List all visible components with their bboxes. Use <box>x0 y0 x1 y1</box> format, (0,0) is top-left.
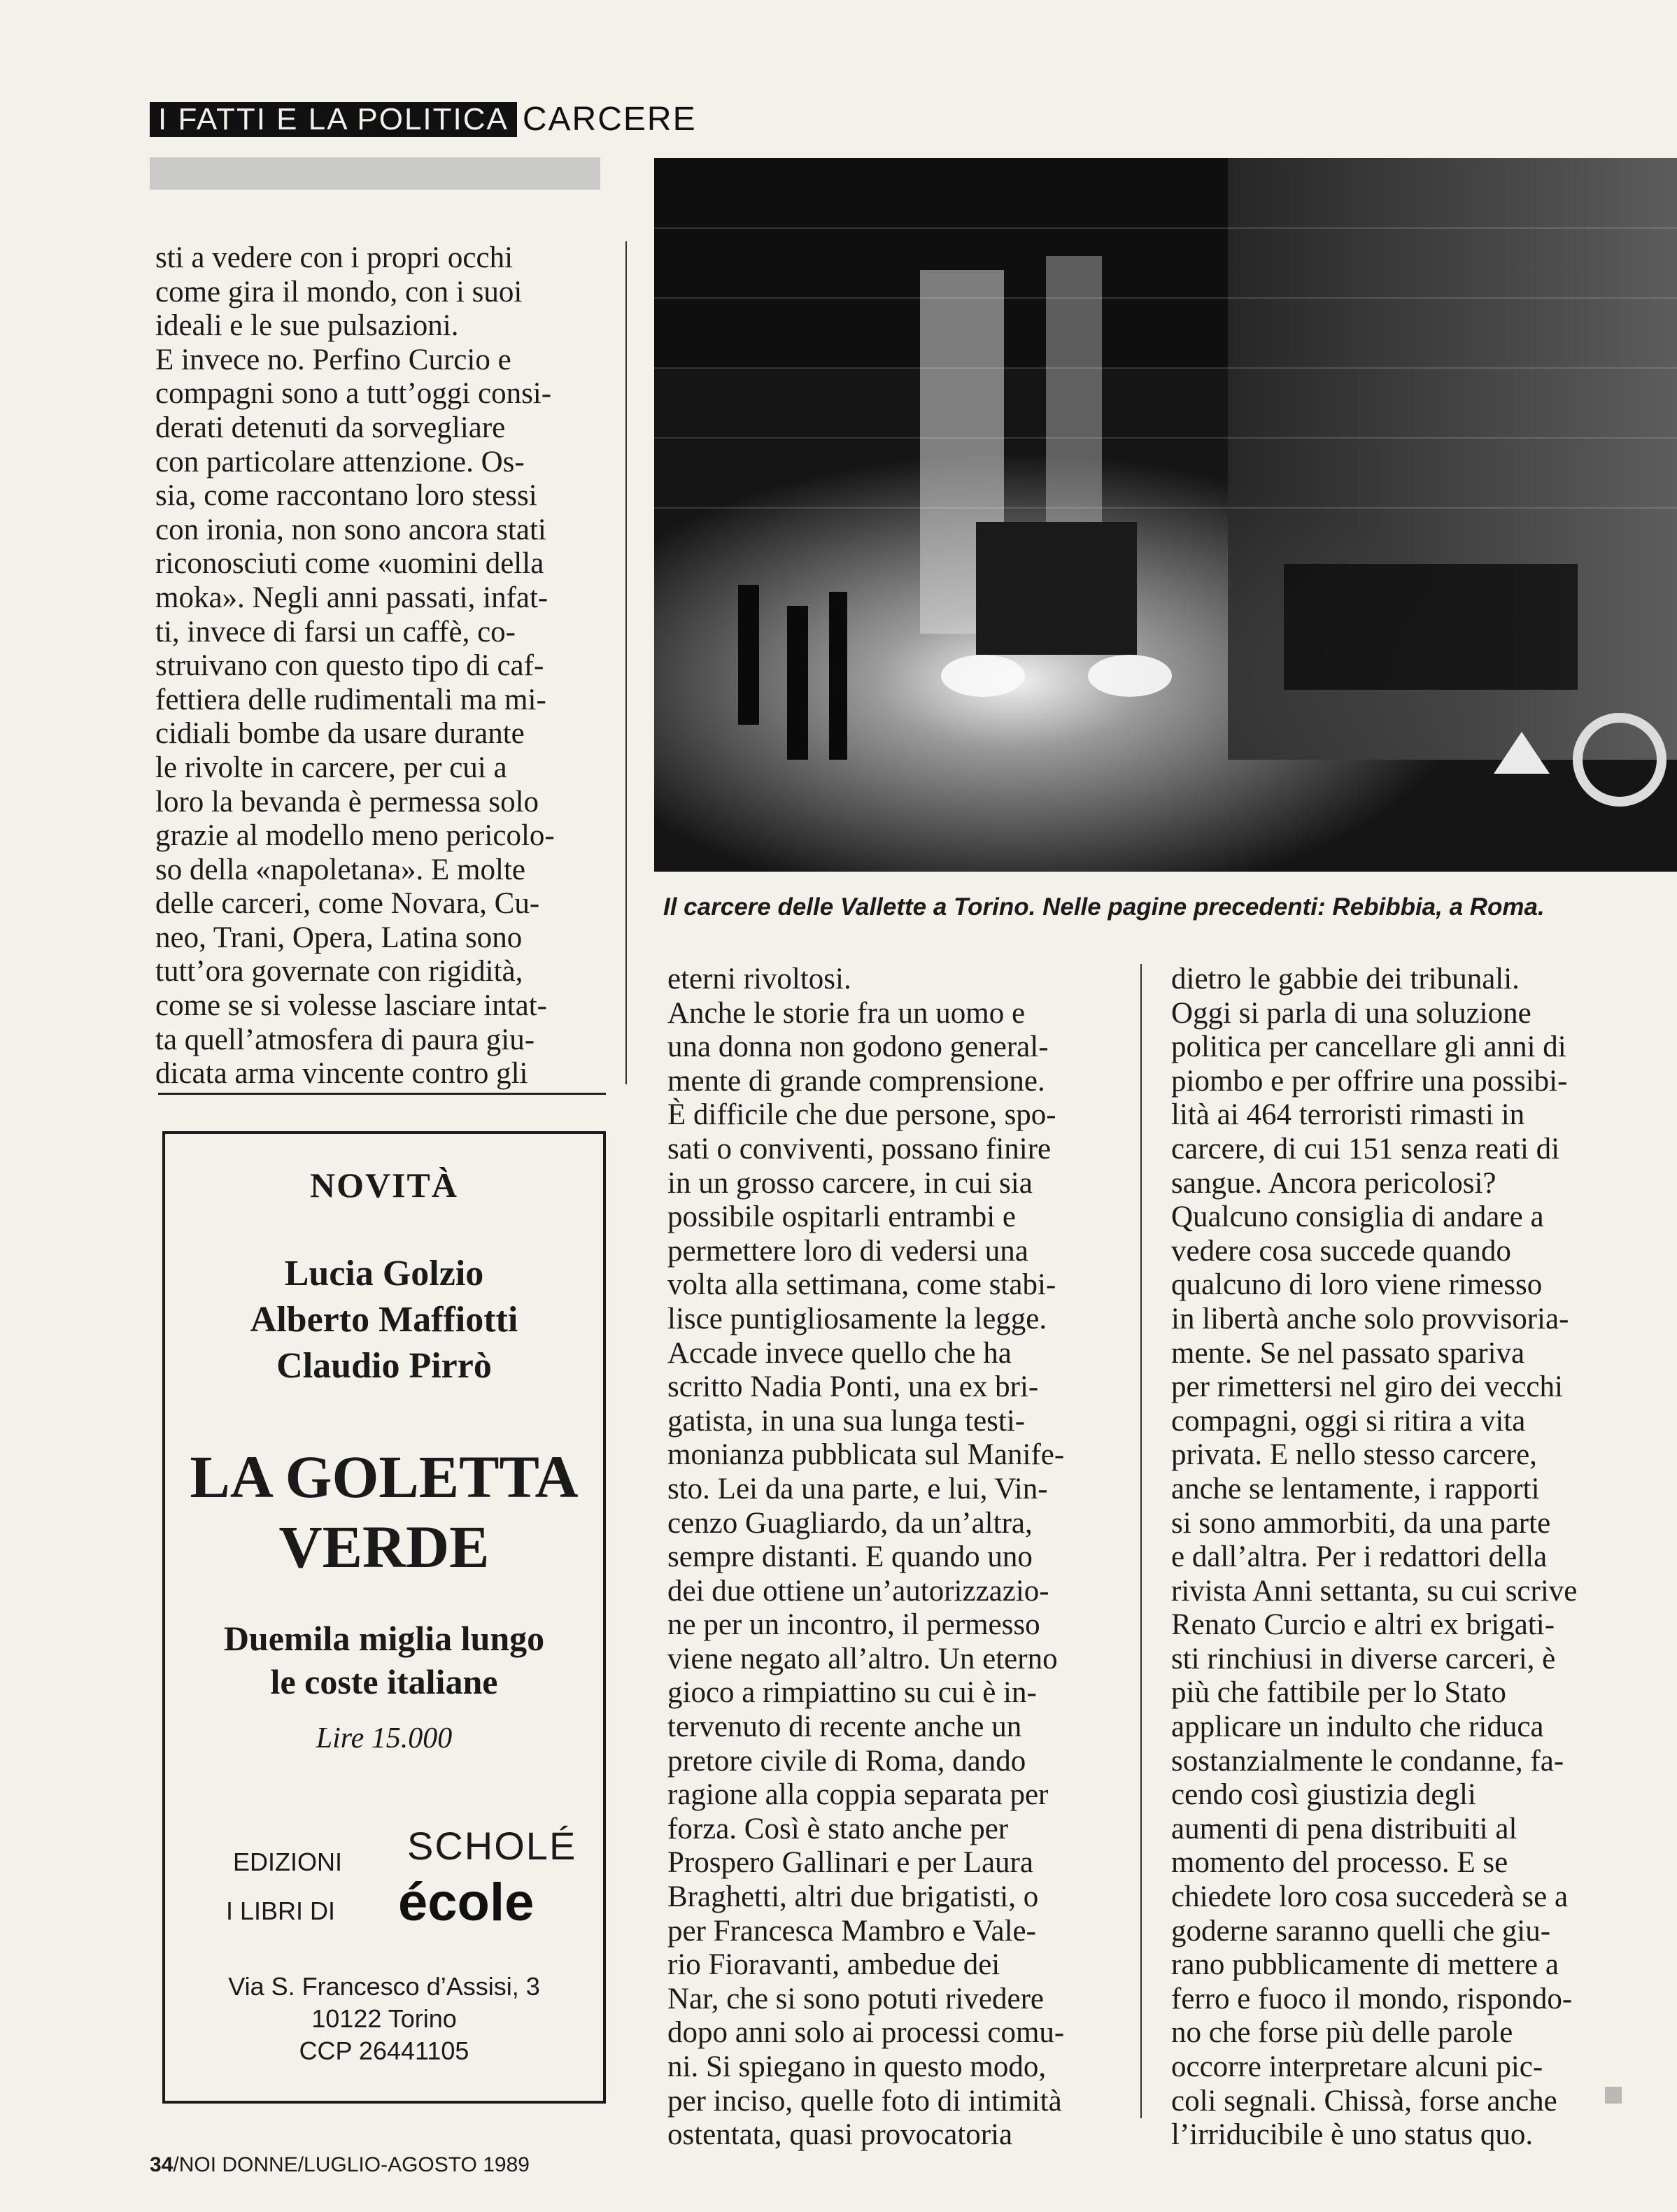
article-line: cenzo Guagliardo, da un’altra, <box>667 1506 1033 1540</box>
article-line: sti rinchiusi in diverse carceri, è <box>1171 1642 1556 1675</box>
ad-book-title-line2: VERDE <box>278 1513 490 1580</box>
article-line: sempre distanti. E quando uno <box>667 1540 1033 1574</box>
article-line: È difficile che due persone, spo- <box>667 1098 1056 1132</box>
article-line: in libertà anche solo provvisoria- <box>1171 1302 1569 1335</box>
article-line: scritto Nadia Ponti, una ex bri- <box>667 1370 1039 1404</box>
article-line: aumenti di pena distribuiti al <box>1171 1812 1517 1845</box>
article-line: moka». Negli anni passati, infat- <box>155 581 549 614</box>
article-line: fettiera delle rudimentali ma mi- <box>155 683 546 716</box>
article-line: ferro e fuoco il mondo, rispondo- <box>1171 1982 1573 2015</box>
article-line: vedere cosa succede quando <box>1171 1234 1511 1268</box>
article-line: con ironia, non sono ancora stati <box>155 513 546 546</box>
article-line: come gira il mondo, con i suoi <box>155 275 523 309</box>
article-line: Nar, che si sono potuti rivedere <box>667 1982 1045 2015</box>
article-line: ostentata, quasi provocatoria <box>667 2118 1013 2152</box>
header-grey-bar <box>150 157 600 190</box>
article-line: cidiali bombe da usare durante <box>155 717 525 751</box>
photo-caption: Il carcere delle Vallette a Torino. Nelle pagine precedenti: Rebibbia, a Roma. <box>663 893 1545 921</box>
article-line: una donna non godono general- <box>667 1030 1049 1064</box>
article-line: cendo così giustizia degli <box>1171 1778 1476 1812</box>
article-line: occorre interpretare alcuni pic- <box>1171 2050 1543 2083</box>
prison-night-photo <box>654 158 1677 872</box>
section-tag: I FATTI E LA POLITICA <box>150 102 517 137</box>
article-line: in un grosso carcere, in cui sia <box>667 1166 1033 1200</box>
article-line: ragione alla coppia separata per <box>667 1778 1049 1812</box>
article-line: privata. E nello stesso carcere, <box>1171 1438 1537 1472</box>
article-line: eterni rivoltosi. <box>667 963 851 995</box>
article-line: Prospero Gallinari e per Laura <box>667 1846 1033 1880</box>
ad-separator-rule <box>158 1093 606 1095</box>
article-line: chiedete loro cosa succederà se a <box>1171 1880 1569 1914</box>
article-line: dietro le gabbie dei tribunali. <box>1171 963 1520 995</box>
article-line: dicata arma vincente contro gli <box>155 1057 528 1091</box>
article-line: politica per cancellare gli anni di <box>1171 1030 1566 1064</box>
book-advertisement <box>162 1131 606 2104</box>
schole-logo: SCHOLÉ <box>407 1824 577 1868</box>
article-line: mente di grande comprensione. <box>667 1064 1045 1098</box>
article-line: compagni, oggi si ritira a vita <box>1171 1404 1526 1438</box>
article-line: Oggi si parla di una soluzione <box>1171 996 1531 1030</box>
page-number: 34 <box>150 2153 174 2176</box>
article-line: momento del processo. E se <box>1171 1846 1508 1880</box>
article-left-column <box>155 241 603 1091</box>
article-line: rio Fioravanti, ambedue dei <box>667 1948 1000 1982</box>
article-line: coli segnali. Chissà, forse anche <box>1171 2084 1557 2118</box>
ad-publisher-label: EDIZIONI <box>232 1848 342 1876</box>
ad-series-label: I LIBRI DI <box>225 1896 336 1925</box>
article-line: pretore civile di Roma, dando <box>667 1744 1026 1778</box>
article-line: dopo anni solo ai processi comu- <box>667 2016 1065 2050</box>
ad-author: Alberto Maffiotti <box>250 1300 518 1340</box>
article-line: e dall’altra. Per i redattori della <box>1171 1540 1548 1574</box>
article-line: mente. Se nel passato spariva <box>1171 1336 1525 1370</box>
article-line: Braghetti, altri due brigatisti, o <box>667 1880 1039 1914</box>
article-line: piombo e per offrire una possibi- <box>1171 1064 1568 1098</box>
article-line: tutt’ora governate con rigidità, <box>155 955 523 988</box>
article-line: Qualcuno consiglia di andare a <box>1171 1200 1544 1234</box>
article-line: applicare un indulto che riduca <box>1171 1710 1544 1744</box>
article-line: loro la bevanda è permessa solo <box>155 785 539 818</box>
article-line: compagni sono a tutt’oggi consi- <box>155 377 552 411</box>
article-line: si sono ammorbiti, da una parte <box>1171 1506 1551 1540</box>
article-line: con particolare attenzione. Os- <box>155 445 525 478</box>
article-line: sati o conviventi, possano finire <box>667 1132 1052 1165</box>
ad-author: Lucia Golzio <box>284 1254 484 1293</box>
article-line: sangue. Ancora pericolosi? <box>1171 1166 1496 1200</box>
article-line: carcere, di cui 151 senza reati di <box>1171 1132 1560 1165</box>
article-line: tervenuto di recente anche un <box>667 1710 1022 1744</box>
article-line: ti, invece di farsi un caffè, co- <box>155 615 516 648</box>
article-line: ta quell’atmosfera di paura giu- <box>155 1023 535 1056</box>
article-line: dei due ottiene un’autorizzazio- <box>667 1574 1049 1608</box>
article-line: lità ai 464 terroristi rimasti in <box>1171 1098 1525 1132</box>
article-line: più che fattibile per lo Stato <box>1171 1676 1506 1710</box>
column-rule <box>1140 964 1142 2118</box>
folio-text: /NOI DONNE/LUGLIO-AGOSTO 1989 <box>173 2153 530 2176</box>
article-line: neo, Trani, Opera, Latina sono <box>155 921 523 954</box>
article-end-mark <box>1605 2087 1622 2104</box>
article-line: possibile ospitarli entrambi e <box>667 1200 1016 1234</box>
article-line: lisce puntigliosamente la legge. <box>667 1302 1047 1335</box>
article-line: gatista, in una sua lunga testi- <box>667 1404 1026 1438</box>
article-line: struivano con questo tipo di caf- <box>155 649 544 683</box>
article-line: per rimettersi nel giro dei vecchi <box>1171 1370 1563 1404</box>
article-line: Renato Curcio e altri ex brigati- <box>1171 1608 1555 1642</box>
article-line: no che forse più delle parole <box>1171 2016 1513 2050</box>
article-line: anche se lentamente, i rapporti <box>1171 1472 1540 1505</box>
article-line: monianza pubblicata sul Manife- <box>667 1438 1065 1472</box>
article-line: rivista Anni settanta, su cui scrive <box>1171 1574 1578 1608</box>
article-line: riconosciuti come «uomini della <box>155 547 544 581</box>
ad-subtitle-line1: Duemila miglia lungo <box>223 1619 545 1658</box>
article-line: sia, come raccontano loro stessi <box>155 479 537 513</box>
article-middle-column <box>667 963 1118 2153</box>
ad-book-title-line1: LA GOLETTA <box>190 1443 579 1510</box>
article-line: ideali e le sue pulsazioni. <box>155 309 459 343</box>
page-folio <box>150 2153 530 2177</box>
article-line: sostanzialmente le condanne, fa- <box>1171 1744 1564 1778</box>
article-line: come se si volesse lasciare intat- <box>155 989 547 1023</box>
article-line: l’irriducibile è uno status quo. <box>1171 2118 1534 2152</box>
article-line: le rivolte in carcere, per cui a <box>155 751 507 784</box>
ad-subtitle-line2: le coste italiane <box>270 1662 498 1701</box>
article-line: Anche le storie fra un uomo e <box>667 996 1026 1030</box>
article-line: gioco a rimpiattino su cui è in- <box>667 1676 1037 1710</box>
article-line: ni. Si spiegano in questo modo, <box>667 2050 1047 2083</box>
article-right-column <box>1171 963 1623 2153</box>
section-header <box>150 102 697 137</box>
ad-author: Claudio Pirrò <box>276 1346 492 1386</box>
article-line: permettere loro di vedersi una <box>667 1234 1028 1268</box>
column-rule <box>625 241 627 1084</box>
article-line: grazie al modello meno pericolo- <box>155 819 555 853</box>
article-line: derati detenuti da sorvegliare <box>155 411 506 444</box>
article-line: rano pubblicamente di mettere a <box>1171 1948 1559 1982</box>
article-line: viene negato all’altro. Un eterno <box>667 1642 1058 1675</box>
article-line: forza. Così è stato anche per <box>667 1812 1009 1845</box>
article-line: qualcuno di loro viene rimesso <box>1171 1268 1543 1302</box>
article-line: Accade invece quello che ha <box>667 1336 1012 1370</box>
ad-address-line1: Via S. Francesco d’Assisi, 3 <box>228 1972 540 2001</box>
ad-kicker: NOVITÀ <box>309 1165 459 1205</box>
article-line: volta alla settimana, come stabi- <box>667 1268 1056 1302</box>
article-line: so della «napoletana». E molte <box>155 853 525 886</box>
article-line: E invece no. Perfino Curcio e <box>155 343 511 376</box>
article-line: sto. Lei da una parte, e lui, Vin- <box>667 1472 1048 1505</box>
ecole-logo: école <box>398 1873 535 1932</box>
ad-address-line3: CCP 26441105 <box>299 2036 469 2065</box>
article-line: delle carceri, come Novara, Cu- <box>155 887 540 921</box>
article-line: per Francesca Mambro e Vale- <box>667 1914 1036 1948</box>
article-line: goderne saranno quelli che giu- <box>1171 1914 1551 1948</box>
photo-graphic <box>654 158 1677 872</box>
section-topic: CARCERE <box>522 101 697 138</box>
article-line: sti a vedere con i propri occhi <box>155 241 514 274</box>
article-line: per inciso, quelle foto di intimità <box>667 2084 1062 2118</box>
ad-address-line2: 10122 Torino <box>311 2004 457 2033</box>
ad-price: Lire 15.000 <box>316 1722 453 1754</box>
article-line: ne per un incontro, il permesso <box>667 1608 1040 1642</box>
